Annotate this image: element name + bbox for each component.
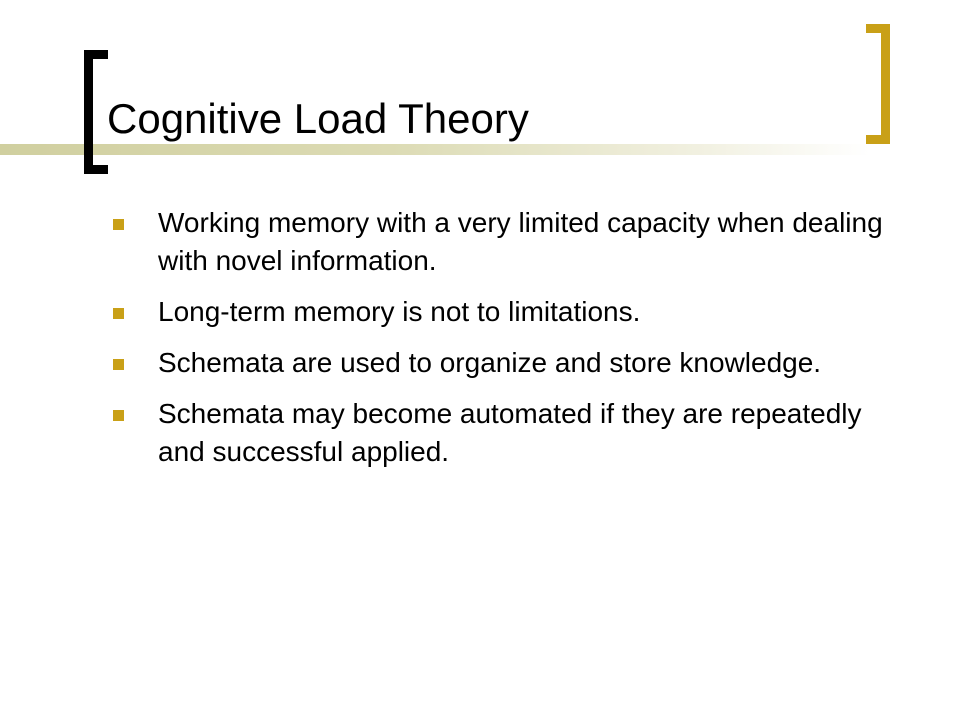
right-bracket-top-cap — [866, 24, 890, 33]
bullet-item — [110, 344, 900, 382]
bullet-list — [110, 204, 900, 484]
bullet-item — [110, 395, 900, 471]
right-bracket-stem — [881, 24, 890, 144]
square-bullet-icon — [113, 308, 124, 319]
left-bracket-bottom-cap — [84, 165, 108, 174]
left-bracket-top-cap — [84, 50, 108, 59]
right-bracket-bottom-cap — [866, 135, 890, 144]
bullet-text: Long-term memory is not to limitations. — [158, 296, 641, 327]
bullet-text: Schemata are used to organize and store knowledge. — [158, 347, 822, 378]
bullet-text: Working memory with a very limited capacity when dealing with novel information. — [158, 207, 883, 276]
title-decoration-bar — [0, 144, 870, 155]
bullet-item — [110, 204, 900, 280]
bullet-item — [110, 293, 900, 331]
left-bracket-stem — [84, 50, 93, 174]
slide-title: Cognitive Load Theory — [107, 95, 529, 142]
left-bracket-decoration — [84, 50, 108, 174]
right-bracket-decoration — [866, 24, 890, 144]
square-bullet-icon — [113, 359, 124, 370]
bullet-text: Schemata may become automated if they are repeatedly and successful applied. — [158, 398, 862, 467]
square-bullet-icon — [113, 410, 124, 421]
square-bullet-icon — [113, 219, 124, 230]
